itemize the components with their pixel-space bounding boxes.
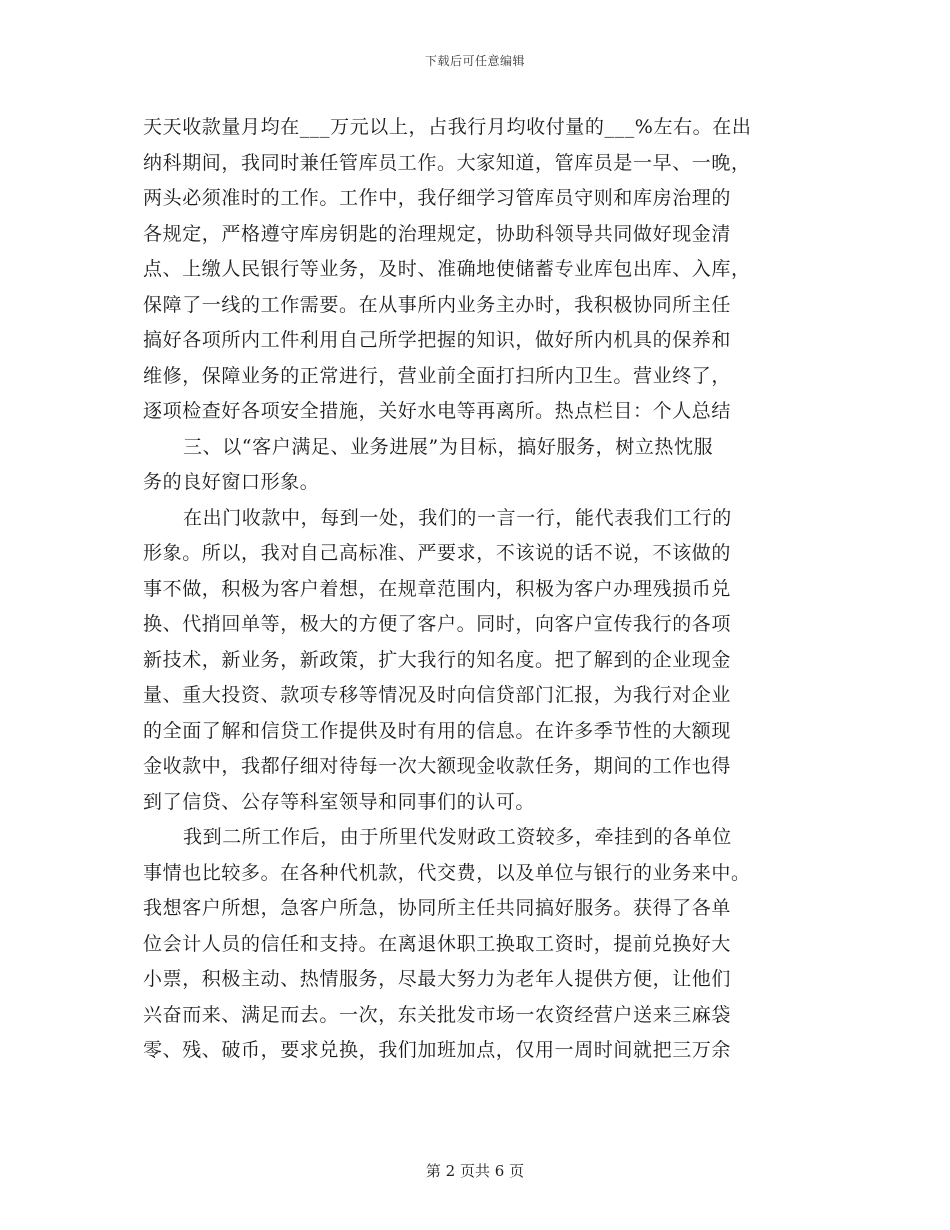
paragraph [143, 430, 808, 501]
text-line: 保障了一线的工作需要。在从事所内业务主办时，我积极协同所主任 [143, 293, 732, 316]
text-line: 点、上缴人民银行等业务，及时、准确地使储蓄专业库包出库、入库， [143, 258, 751, 280]
text-line: 两头必须准时的工作。工作中，我仔细学习管库员守则和库房治理的 [143, 187, 732, 209]
text-line: 纳科期间，我同时兼任管库员工作。大家知道，管库员是一早、一晚， [143, 151, 751, 174]
text-line: 换、代捎回单等，极大的方便了客户。同时，向客户宣传我行的各项 [143, 613, 732, 635]
paragraph [143, 820, 808, 1069]
text-line: 各规定，严格遵守库房钥匙的治理规定，协助科领导共同做好现金清 [143, 222, 732, 245]
text-line: 搞好各项所内工件利用自己所学把握的知识，做好所内机具的保养和 [143, 329, 732, 351]
text-line: 事情也比较多。在各种代机款，代交费，以及单位与银行的业务来中。 [143, 861, 751, 884]
text-line: 三、以“客户满足、业务进展”为目标，搞好服务，树立热忱服 [183, 435, 714, 458]
text-line: 我想客户所想，急客户所急，协同所主任共同搞好服务。获得了各单 [143, 897, 732, 919]
text-line: 兴奋而来、满足而去。一次，东关批发市场一农资经营户送来三麻袋 [143, 1003, 732, 1026]
text-line: 到了信贷、公存等科室领导和同事们的认可。 [143, 790, 536, 813]
paragraph [143, 501, 808, 821]
text-line: 事不做，积极为客户着想，在规章范围内，积极为客户办理残损币兑 [143, 577, 732, 600]
text-line: 的全面了解和信贷工作提供及时有用的信息。在许多季节性的大额现 [143, 719, 732, 742]
text-line: 小票，积极主动、热情服务，尽最大努力为老年人提供方便，让他们 [143, 968, 732, 990]
text-line: 位会计人员的信任和支持。在离退休职工换取工资时，提前兑换好大 [143, 932, 732, 955]
text-line: 天天收款量月均在___万元以上，占我行月均收付量的___%左右。在出 [143, 116, 752, 138]
paragraph [143, 110, 808, 430]
text-line: 在出门收款中，每到一处，我们的一言一行，能代表我们工行的 [183, 506, 732, 529]
document-body [143, 110, 808, 1069]
text-line: 量、重大投资、款项专移等情况及时向信贷部门汇报，为我行对企业 [143, 684, 732, 706]
text-line: 务的良好窗口形象。 [143, 471, 320, 493]
text-line: 零、残、破币，要求兑换，我们加班加点，仅用一周时间就把三万余 [143, 1039, 732, 1061]
page-header: 下载后可任意编辑 [424, 54, 525, 68]
text-line: 逐项检查好各项安全措施，关好水电等再离所。热点栏目：个人总结 [143, 400, 732, 422]
text-line: 我到二所工作后，由于所里代发财政工资较多，牵挂到的各单位 [183, 826, 732, 848]
text-line: 维修，保障业务的正常进行，营业前全面打扫所内卫生。营业终了， [143, 364, 732, 387]
page-number-footer: 第 2 页共 6 页 [425, 1162, 525, 1180]
text-line: 形象。所以，我对自己高标准、严要求，不该说的话不说，不该做的 [143, 542, 732, 564]
text-line: 新技术，新业务，新政策，扩大我行的知名度。把了解到的企业现金 [143, 648, 732, 671]
text-line: 金收款中，我都仔细对待每一次大额现金收款任务，期间的工作也得 [143, 755, 732, 777]
